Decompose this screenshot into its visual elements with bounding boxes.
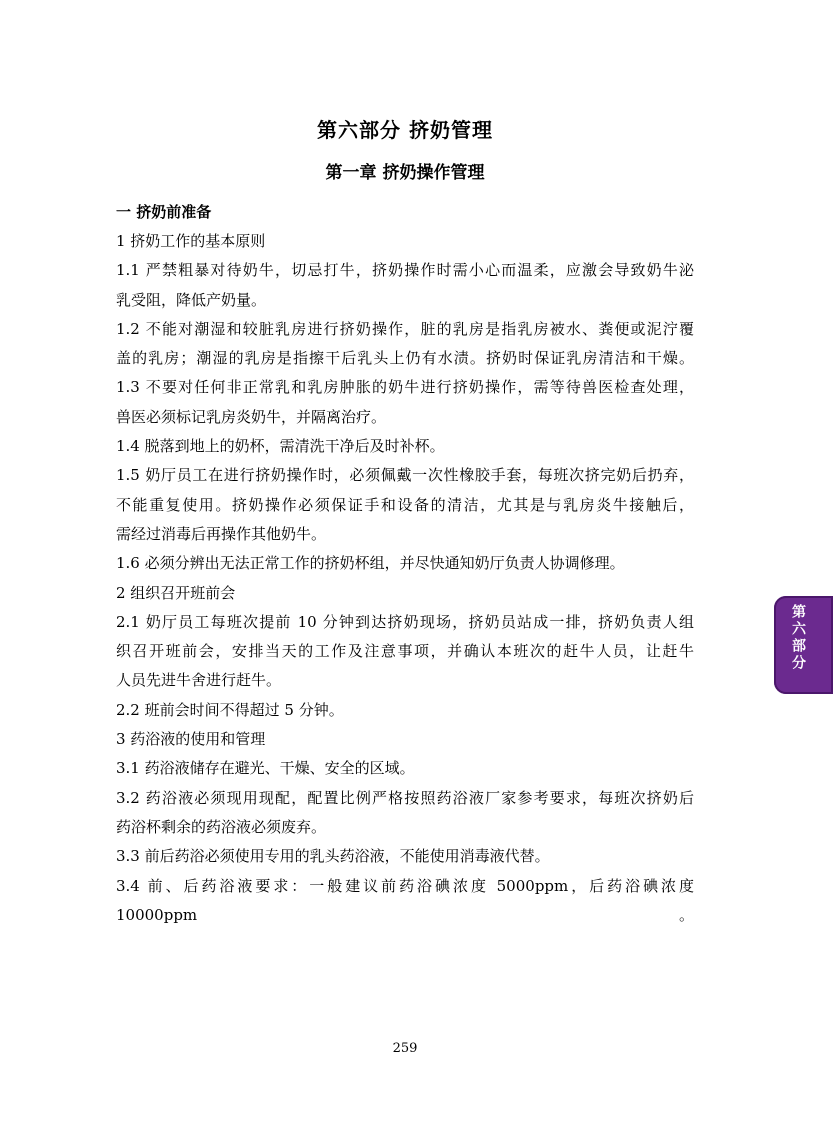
text-line: 1.4 脱落到地上的奶杯，需清洗干净后及时补杯。 [116, 437, 445, 456]
text-line: 3.2 药浴液必须现用现配，配置比例严格按照药浴液厂家参考要求，每班次挤奶后 [116, 788, 694, 807]
part-title: 第六部分 挤奶管理 [317, 118, 493, 142]
text-line: 人员先进牛舍进行赶牛。 [116, 671, 282, 690]
text-line: 药浴杯剩余的药浴液必须废弃。 [116, 817, 327, 836]
text-line: 乳受阻，降低产奶量。 [116, 290, 267, 309]
text-line: 不能重复使用。挤奶操作必须保证手和设备的清洁，尤其是与乳房炎牛接触后， [116, 495, 694, 514]
text-line: 1.2 不能对潮湿和较脏乳房进行挤奶操作，脏的乳房是指乳房被水、粪便或泥泞覆 [116, 319, 694, 338]
paragraph-lines [116, 227, 694, 924]
text-line: 1.3 不要对任何非正常乳和乳房肿胀的奶牛进行挤奶操作，需等待兽医检查处理， [116, 378, 694, 397]
page-number: 259 [392, 1041, 418, 1056]
text-line: 1.1 严禁粗暴对待奶牛，切忌打牛，挤奶操作时需小心而温柔，应激会导致奶牛泌 [116, 261, 694, 280]
text-line: 1.5 奶厅员工在进行挤奶操作时，必须佩戴一次性橡胶手套，每班次挤完奶后扔弃， [116, 466, 694, 485]
text-line: 3.3 前后药浴必须使用专用的乳头药浴液，不能使用消毒液代替。 [116, 847, 550, 866]
text-line: 兽医必须标记乳房炎奶牛，并隔离治疗。 [116, 407, 387, 426]
text-line: 1.6 必须分辨出无法正常工作的挤奶杯组，并尽快通知奶厅负责人协调修理。 [116, 554, 625, 573]
chapter-title: 第一章 挤奶操作管理 [325, 163, 485, 183]
side-tab-label: 第六部分 [790, 604, 806, 672]
section-heading: 一 挤奶前准备 [116, 203, 212, 221]
text-line: 盖的乳房；潮湿的乳房是指擦干后乳头上仍有水渍。挤奶时保证乳房清洁和干燥。 [116, 349, 694, 368]
text-line: 3.4 前、后药浴液要求：一般建议前药浴碘浓度 5000ppm，后药浴碘浓度 10000ppm。 [116, 876, 694, 924]
text-line: 3.1 药浴液储存在避光、干燥、安全的区域。 [116, 759, 415, 778]
text-line: 织召开班前会，安排当天的工作及注意事项，并确认本班次的赶牛人员，让赶牛 [116, 642, 694, 661]
text-line: 2.2 班前会时间不得超过 5 分钟。 [116, 700, 344, 719]
text-line: 2 组织召开班前会 [116, 583, 236, 602]
text-line: 2.1 奶厅员工每班次提前 10 分钟到达挤奶现场，挤奶员站成一排，挤奶负责人组 [116, 612, 694, 631]
body-content [116, 198, 694, 924]
text-line: 3 药浴液的使用和管理 [116, 730, 266, 749]
text-line: 1 挤奶工作的基本原则 [116, 232, 266, 250]
text-line: 需经过消毒后再操作其他奶牛。 [116, 524, 327, 543]
